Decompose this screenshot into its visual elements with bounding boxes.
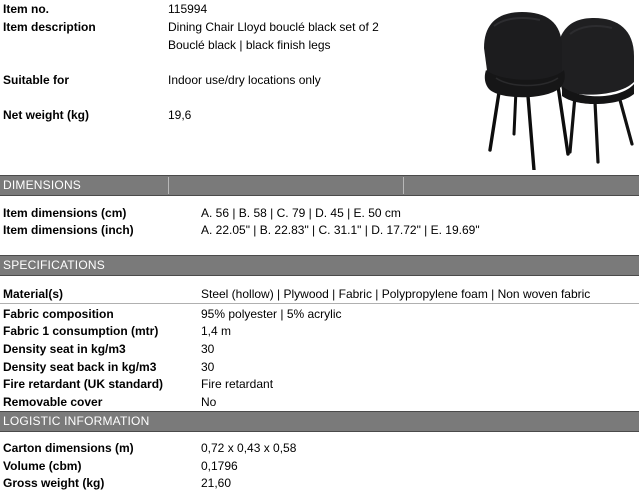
suitable-for-label: Suitable for xyxy=(3,73,70,87)
chair-front xyxy=(484,12,568,170)
net-weight-label: Net weight (kg) xyxy=(3,108,89,122)
density-seat-back-label: Density seat back in kg/m3 xyxy=(3,360,157,374)
item-description-label: Item description xyxy=(3,20,96,34)
fire-retardant-value: Fire retardant xyxy=(201,377,274,391)
item-no-label: Item no. xyxy=(3,2,50,16)
specifications-title: SPECIFICATIONS xyxy=(3,258,105,272)
density-seat-label: Density seat in kg/m3 xyxy=(3,342,126,356)
item-no-value: 115994 xyxy=(168,2,208,16)
product-image xyxy=(470,4,638,170)
fabric-consumption-value: 1,4 m xyxy=(201,324,232,338)
volume-label: Volume (cbm) xyxy=(3,459,82,473)
density-seat-back-value: 30 xyxy=(201,360,215,374)
fire-retardant-label: Fire retardant (UK standard) xyxy=(3,377,164,391)
net-weight-value: 19,6 xyxy=(168,108,192,122)
item-description-line2: Bouclé black | black finish legs xyxy=(168,38,331,52)
removable-cover-value: No xyxy=(201,395,217,409)
fabric-composition-value: 95% polyester | 5% acrylic xyxy=(201,307,342,321)
density-seat-value: 30 xyxy=(201,342,215,356)
volume-value: 0,1796 xyxy=(201,459,238,473)
logistic-title: LOGISTIC INFORMATION xyxy=(3,414,150,428)
band-divider xyxy=(168,177,169,194)
dimensions-section-header xyxy=(0,175,639,196)
fabric-composition-label: Fabric composition xyxy=(3,307,114,321)
dim-cm-label: Item dimensions (cm) xyxy=(3,206,127,220)
removable-cover-label: Removable cover xyxy=(3,395,103,409)
carton-dimensions-label: Carton dimensions (m) xyxy=(3,441,134,455)
row-divider xyxy=(0,303,639,304)
fabric-consumption-label: Fabric 1 consumption (mtr) xyxy=(3,324,159,338)
logistic-section-header xyxy=(0,411,639,432)
dimensions-title: DIMENSIONS xyxy=(3,178,82,192)
suitable-for-value: Indoor use/dry locations only xyxy=(168,73,321,87)
dim-inch-value: A. 22.05" | B. 22.83" | C. 31.1" | D. 17.72" | E. 19.69" xyxy=(201,223,480,237)
item-description-line1: Dining Chair Lloyd bouclé black set of 2 xyxy=(168,20,379,34)
band-divider xyxy=(403,177,404,194)
gross-weight-value: 21,60 xyxy=(201,476,232,490)
carton-dimensions-value: 0,72 x 0,43 x 0,58 xyxy=(201,441,297,455)
materials-label: Material(s) xyxy=(3,287,64,301)
gross-weight-label: Gross weight (kg) xyxy=(3,476,105,490)
dim-cm-value: A. 56 | B. 58 | C. 79 | D. 45 | E. 50 cm xyxy=(201,206,401,220)
materials-value: Steel (hollow) | Plywood | Fabric | Polypropylene foam | Non woven fabric xyxy=(201,287,591,301)
dim-inch-label: Item dimensions (inch) xyxy=(3,223,134,237)
specifications-section-header xyxy=(0,255,639,276)
